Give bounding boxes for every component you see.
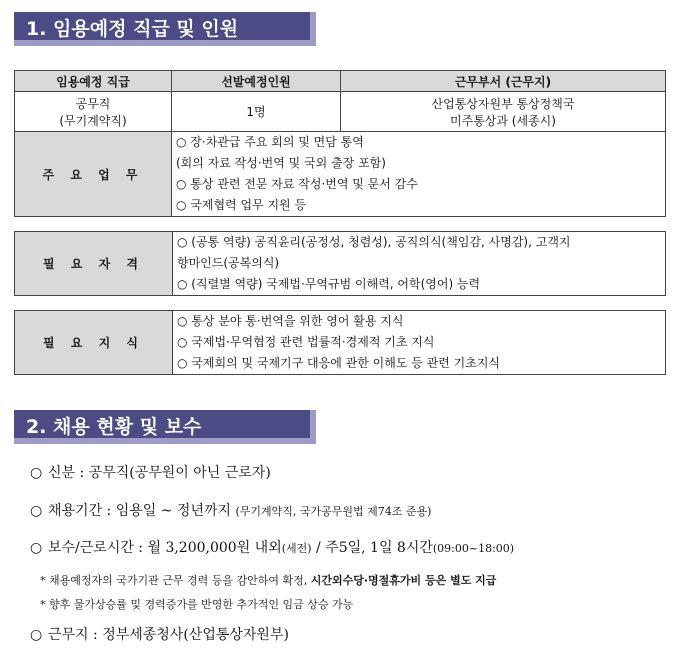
workplace-line: ○ 근무지 : 정부세종청사(산업통상자원부) (30, 627, 289, 643)
qualification-label: 필 요 자 격 (15, 232, 173, 295)
pay-note-2: * 향후 물가상승률 및 경력증가를 반영한 추가적인 임금 상승 가능 (40, 598, 354, 611)
knowledge-label: 필 요 지 식 (15, 311, 173, 374)
duties-list (172, 132, 666, 217)
header-grade: 임용예정 직급 (15, 71, 172, 92)
period-line: ○ 채용기간 : 임용일 ~ 정년까지 (무기계약직, 국가공무원법 제74조 준용) (30, 503, 432, 519)
list-item: (회의 자료 작성·번역 및 국외 출장 포함) (176, 156, 386, 170)
list-item: ○ (직렬별 역량) 국제법·무역규범 이해력, 어학(영어) 능력 (177, 277, 481, 291)
pay-note-1: * 채용예정자의 국가기관 근무 경력 등을 감안하여 확정, 시간외수당·명절휴가비 등은 별도 지급 (40, 574, 497, 587)
status-line: ○ 신분 : 공무직(공무원이 아닌 근로자) (30, 465, 271, 481)
list-item: ○ 통상 관련 전문 자료 작성·번역 및 문서 감수 (176, 177, 418, 191)
list-item: ○ 국제회의 및 국제기구 대응에 관한 이해도 등 관련 기초지식 (177, 356, 501, 370)
knowledge-box (14, 310, 666, 375)
list-item: 향마인드(공복의식) (177, 256, 280, 270)
duties-label: 주 요 업 무 (15, 132, 172, 217)
header-dept: 근무부서 (근무지) (341, 71, 666, 92)
list-item: ○ 장·차관급 주요 회의 및 면담 통역 (176, 135, 364, 149)
qualification-box (14, 231, 666, 296)
list-item: ○ (공통 역량) 공직윤리(공정성, 청렴성), 공직의식(책임감, 사명감), 고객지 (177, 235, 571, 249)
list-item: ○ 국제협력 업무 지원 등 (176, 198, 307, 212)
header-count: 선발예정인원 (172, 71, 341, 92)
pay-line: ○ 보수/근로시간 : 월 3,200,000원 내외(세전) / 주5일, 1일 8시간(09:00~18:00) (30, 540, 515, 556)
position-table (14, 70, 666, 217)
list-item: ○ 통상 분야 통·번역을 위한 영어 활용 지식 (177, 314, 404, 328)
grade-cell: 공무직 (무기계약직) (15, 92, 172, 132)
section1-heading: 1. 임용예정 직급 및 인원 (14, 12, 316, 46)
list-item: ○ 국제법·무역협정 관련 법률적·경제적 기초 지식 (177, 335, 435, 349)
count-cell: 1명 (172, 92, 341, 132)
section2-heading: 2. 채용 현황 및 보수 (14, 410, 316, 444)
dept-cell: 산업통상자원부 통상정책국 미주통상과 (세종시) (341, 92, 666, 132)
